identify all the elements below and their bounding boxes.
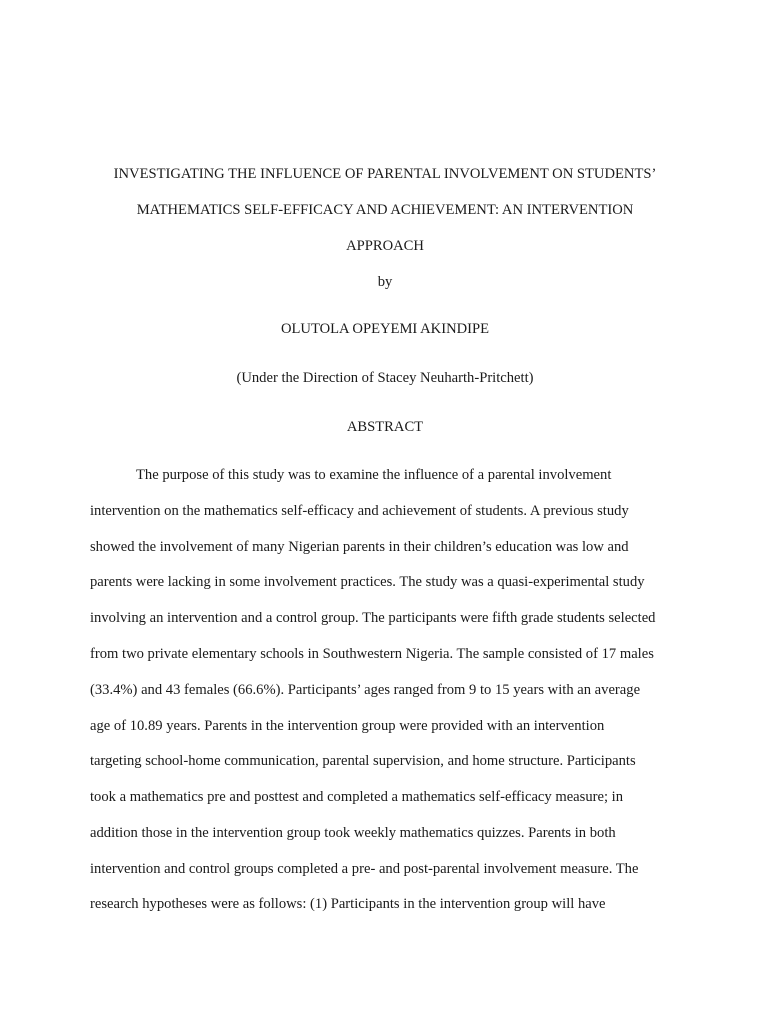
abstract-line-11: addition those in the intervention group took weekly mathematics quizzes. Parents in both <box>90 825 616 841</box>
title-line-2: MATHEMATICS SELF-EFFICACY AND ACHIEVEMENT: AN INTERVENTION <box>136 202 634 218</box>
direction-line: (Under the Direction of Stacey Neuharth-Pritchett) <box>236 370 534 386</box>
abstract-line-3: showed the involvement of many Nigerian parents in their children’s education was low and <box>90 539 629 555</box>
abstract-heading: ABSTRACT <box>346 419 424 435</box>
abstract-line-7: (33.4%) and 43 females (66.6%). Participants’ ages ranged from 9 to 15 years with an average <box>90 682 641 698</box>
abstract-line-10: took a mathematics pre and posttest and completed a mathematics self-efficacy measure; in <box>90 789 624 805</box>
abstract-line-12: intervention and control groups completed a pre- and post-parental involvement measure. The <box>90 861 639 877</box>
by-line: by <box>377 274 393 290</box>
abstract-line-6: from two private elementary schools in Southwestern Nigeria. The sample consisted of 17 males <box>90 646 654 662</box>
abstract-line-8: age of 10.89 years. Parents in the intervention group were provided with an intervention <box>90 718 605 734</box>
abstract-line-5: involving an intervention and a control group. The participants were fifth grade students selected <box>90 610 656 626</box>
abstract-line-13: research hypotheses were as follows: (1) Participants in the intervention group will have <box>90 896 606 912</box>
title-line-3: APPROACH <box>346 238 424 254</box>
author-name: OLUTOLA OPEYEMI AKINDIPE <box>280 321 490 337</box>
title-line-1: INVESTIGATING THE INFLUENCE OF PARENTAL INVOLVEMENT ON STUDENTS’ <box>113 166 657 182</box>
abstract-line-4: parents were lacking in some involvement practices. The study was a quasi-experimental study <box>90 574 645 590</box>
abstract-line-9: targeting school-home communication, parental supervision, and home structure. Participants <box>90 753 636 769</box>
abstract-line-1: The purpose of this study was to examine the influence of a parental involvement <box>136 467 612 483</box>
abstract-line-2: intervention on the mathematics self-efficacy and achievement of students. A previous study <box>90 503 629 519</box>
